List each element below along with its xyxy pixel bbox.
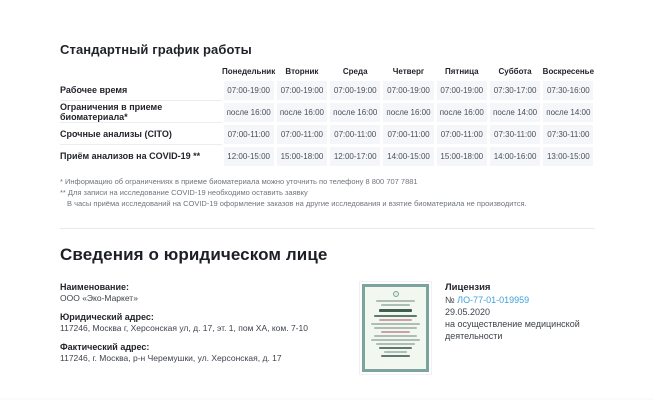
column-header-saturday: Суббота: [498, 66, 532, 76]
row-label-covid-tests: Приём анализов на COVID-19 **: [60, 151, 201, 161]
time-value: 14:00-15:00: [383, 147, 433, 166]
time-value: 12:00-17:00: [330, 147, 380, 166]
cert-text-line: [379, 347, 412, 349]
time-value: после 14:00: [543, 103, 593, 122]
table-cell: [275, 79, 328, 101]
license-certificate-thumbnail[interactable]: [360, 282, 431, 374]
table-cell: [435, 79, 488, 101]
time-value: 13:00-15:00: [543, 147, 593, 166]
license-description: на осуществление медицинской деятельности: [445, 319, 580, 341]
column-header-friday: Пятница: [445, 66, 479, 76]
license-number-line: [445, 294, 595, 306]
table-cell: [488, 145, 541, 167]
table-cell: [542, 123, 595, 145]
time-value: 07:00-19:00: [277, 81, 327, 100]
license-label: Лицензия: [445, 282, 491, 293]
table-cell: [275, 101, 328, 123]
time-value: после 16:00: [277, 103, 327, 122]
cert-signature-line: [381, 355, 409, 357]
table-cell: [329, 101, 382, 123]
table-cell: [329, 145, 382, 167]
cert-text-line: [371, 323, 419, 325]
field-legal-address-label: Юридический адрес:: [60, 312, 154, 322]
section-divider: [60, 228, 595, 229]
column-header-tuesday: Вторник: [285, 66, 319, 76]
field-legal-address-value: 117246, Москва г, Херсонская ул, д. 17, эт. 1, пом ХА, ком. 7-10: [60, 323, 308, 333]
field-name: [60, 282, 360, 304]
schedule-table: [60, 63, 595, 167]
cert-text-line: [381, 304, 409, 306]
license-area: [360, 282, 595, 374]
table-cell: [435, 145, 488, 167]
time-value: 07:00-19:00: [224, 81, 274, 100]
table-cell: [488, 79, 541, 101]
table-cell: [542, 79, 595, 101]
column-header-thursday: Четверг: [392, 66, 425, 76]
time-value: 07:00-11:00: [383, 125, 433, 144]
cert-text-line: [376, 343, 414, 345]
table-cell: [275, 145, 328, 167]
time-value: после 16:00: [437, 103, 487, 122]
table-cell: [435, 123, 488, 145]
table-cell: [329, 123, 382, 145]
table-cell: [329, 79, 382, 101]
time-value: 07:00-11:00: [277, 125, 327, 144]
time-value: после 14:00: [490, 103, 540, 122]
table-cell: [382, 79, 435, 101]
table-cell: [222, 145, 275, 167]
footnote-covid-request: ** Для записи на исследование COVID-19 необходимо оставить заявку: [60, 188, 308, 197]
time-value: 07:00-19:00: [330, 81, 380, 100]
time-value: 07:00-11:00: [224, 125, 274, 144]
table-cell: [382, 123, 435, 145]
schedule-section: [60, 42, 595, 209]
table-cell: [222, 79, 275, 101]
time-value: 07:30-17:00: [490, 81, 540, 100]
time-value: 07:00-19:00: [437, 81, 487, 100]
field-actual-address: [60, 342, 360, 364]
table-cell: [488, 101, 541, 123]
field-name-value: ООО «Эко-Маркет»: [60, 293, 138, 303]
cert-text-line: [379, 319, 412, 321]
table-cell: [542, 145, 595, 167]
cert-text-line: [371, 339, 419, 341]
table-cell: [382, 101, 435, 123]
time-value: 12:00-15:00: [224, 147, 274, 166]
license-info: [445, 282, 595, 374]
footnote-phone: * Информацию об ограничениях в приеме биоматериала можно уточнить по телефону 8 800 707 7881: [60, 177, 418, 186]
cert-text-line: [374, 327, 417, 329]
column-header-wednesday: Среда: [342, 66, 368, 76]
field-actual-address-value: 117246, г. Москва, р-н Черемушки, ул. Херсонская, д. 17: [60, 353, 282, 363]
cert-text-line: [374, 335, 417, 337]
table-cell: [435, 101, 488, 123]
time-value: 07:00-11:00: [330, 125, 380, 144]
table-cell: [488, 123, 541, 145]
schedule-footnotes: [60, 176, 595, 209]
time-value: 07:30-11:00: [543, 125, 593, 144]
time-value: после 16:00: [330, 103, 380, 122]
legal-entity-section: [60, 245, 595, 374]
table-cell: [382, 145, 435, 167]
row-label-biomaterial-restrictions: Ограничения в приеме биоматериала*: [60, 101, 222, 123]
time-value: 15:00-18:00: [437, 147, 487, 166]
time-value: 07:30-11:00: [490, 125, 540, 144]
column-header-monday: Понедельник: [222, 66, 276, 76]
legal-entity-body: [60, 282, 595, 374]
cert-text-line: [374, 315, 417, 317]
time-value: 07:00-19:00: [383, 81, 433, 100]
row-label-cito-tests: Срочные анализы (CITO): [60, 123, 222, 145]
certificate-emblem-icon: [393, 291, 399, 297]
column-header-sunday: Воскресенье: [542, 66, 595, 76]
schedule-title: Стандартный график работы: [60, 42, 252, 57]
table-cell: [222, 101, 275, 123]
table-cell: [542, 101, 595, 123]
cert-text-line: [381, 331, 409, 333]
time-value: 14:00-16:00: [490, 147, 540, 166]
time-value: 07:30-16:00: [543, 81, 593, 100]
time-value: после 16:00: [383, 103, 433, 122]
license-number-link[interactable]: ЛО-77-01-019959: [457, 295, 530, 305]
table-cell: [222, 123, 275, 145]
cert-title-line: [379, 309, 412, 312]
footnote-covid-hours: В часы приёма исследований на COVID-19 оформление заказов на другие исследования и взятие биоматериала не производится.: [67, 199, 527, 208]
legal-entity-title: Сведения о юридическом лице: [60, 245, 328, 264]
table-cell: [275, 123, 328, 145]
field-actual-address-label: Фактический адрес:: [60, 342, 150, 352]
license-number-prefix: №: [445, 295, 458, 305]
time-value: после 16:00: [224, 103, 274, 122]
license-date: 29.05.2020: [445, 307, 491, 317]
cert-text-line: [376, 300, 414, 302]
certificate-page: [362, 284, 429, 372]
table-corner: [60, 63, 222, 79]
time-value: 07:00-11:00: [437, 125, 487, 144]
cert-text-line: [384, 351, 407, 353]
legal-entity-fields: [60, 282, 360, 374]
field-legal-address: [60, 312, 360, 334]
row-label-working-hours: Рабочее время: [60, 79, 222, 101]
field-name-label: Наименование:: [60, 282, 130, 292]
time-value: 15:00-18:00: [277, 147, 327, 166]
